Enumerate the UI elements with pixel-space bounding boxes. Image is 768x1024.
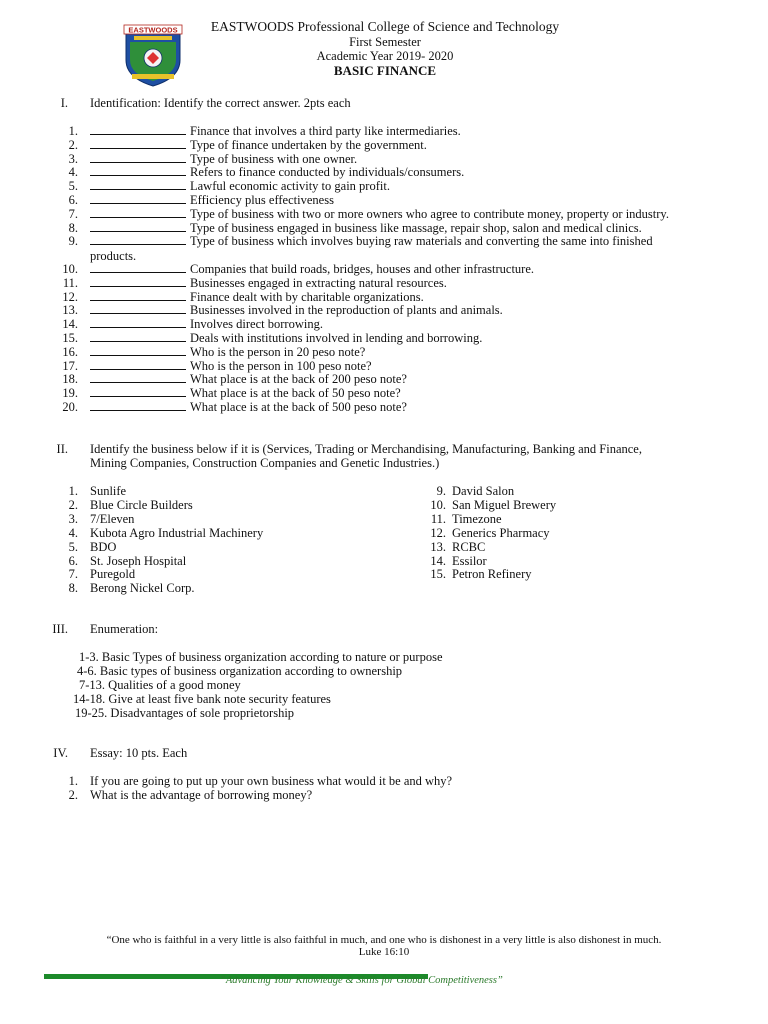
section-4-title: Essay: 10 pts. Each	[90, 746, 188, 760]
identification-item-text: Businesses involved in the reproduction of plants and animals.	[190, 303, 503, 318]
identification-item-text: Deals with institutions involved in lending and borrowing.	[190, 331, 483, 345]
enumeration-item: 14-18. Give at least five bank note security features	[73, 691, 331, 706]
identification-item-text: Refers to finance conducted by individuals/consumers.	[190, 165, 465, 180]
essay-item: If you are going to put up your own business what would it be and why?	[90, 774, 453, 788]
identification-item	[90, 165, 464, 179]
business-item: 7/Eleven	[90, 511, 135, 526]
identification-item-number: 15.	[62, 331, 78, 345]
enumeration-item: 19-25. Disadvantages of sole proprietorship	[75, 705, 295, 720]
identification-item-number: 14.	[62, 317, 78, 332]
business-item-number: 4.	[68, 525, 78, 540]
identification-item-number: 13.	[62, 303, 78, 318]
identification-item	[90, 386, 401, 400]
identification-item	[90, 331, 482, 345]
section-2-instruction-line-1: Identify the business below if it is (Services, Trading or Merchandising, Manufacturing, Banking and Finance,	[90, 442, 642, 456]
answer-blank	[90, 207, 186, 218]
business-item: Petron Refinery	[452, 567, 532, 582]
business-item-number: 10.	[430, 497, 446, 512]
footer-quote: “One who is faithful in a very little is also faithful in much, and one who is dishonest in a very little is also dishonest in much.	[106, 934, 662, 946]
identification-item	[90, 303, 503, 317]
identification-item-number: 5.	[68, 179, 78, 194]
identification-item-number: 8.	[68, 220, 78, 235]
enumeration-item: 4-6. Basic types of business organization according to ownership	[77, 663, 403, 678]
business-item: Puregold	[90, 567, 136, 582]
answer-blank	[90, 345, 186, 356]
identification-item-text: Lawful economic activity to gain profit.	[190, 179, 390, 194]
identification-item-text: Type of finance undertaken by the government.	[190, 137, 427, 152]
answer-blank	[90, 138, 186, 149]
identification-item-number: 11.	[62, 275, 78, 290]
business-item-number: 6.	[68, 553, 78, 568]
college-name: EASTWOODS Professional College of Science and Technology	[210, 19, 560, 34]
identification-item-number: 16.	[62, 344, 78, 359]
answer-blank	[90, 303, 186, 314]
logo-text: EASTWOODS	[128, 25, 178, 35]
answer-blank	[90, 372, 186, 383]
identification-item-text: Type of business engaged in business like massage, repair shop, salon and medical clinics.	[190, 220, 642, 235]
identification-item-number: 17.	[62, 358, 78, 373]
business-item: San Miguel Brewery	[452, 497, 557, 512]
enumeration-item: 7-13. Qualities of a good money	[79, 677, 241, 692]
section-1-instruction: Identification: Identify the correct answer. 2pts each	[90, 96, 351, 110]
identification-item-text: Type of business with two or more owners who agree to contribute money, property or industry.	[190, 206, 669, 221]
semester: First Semester	[349, 35, 421, 49]
answer-blank	[90, 317, 186, 328]
identification-item	[90, 290, 424, 304]
identification-item-number: 1.	[68, 124, 78, 138]
answer-blank	[90, 165, 186, 176]
answer-blank	[90, 221, 186, 232]
business-item: David Salon	[452, 484, 515, 498]
answer-blank	[90, 193, 186, 204]
identification-item-text: Who is the person in 20 peso note?	[190, 344, 366, 359]
identification-item	[90, 138, 427, 152]
business-item-number: 13.	[430, 539, 446, 554]
identification-item-number: 2.	[68, 137, 78, 152]
identification-item-text: Type of business which involves buying raw materials and converting the same into finished	[190, 234, 653, 249]
answer-blank	[90, 359, 186, 370]
section-4-numeral: IV.	[53, 746, 68, 760]
identification-item	[90, 372, 407, 386]
answer-blank	[90, 400, 186, 411]
identification-item-number: 10.	[62, 262, 78, 276]
answer-blank	[90, 331, 186, 342]
essay-item-number: 2.	[68, 788, 78, 802]
identification-item	[90, 221, 642, 235]
business-item-number: 9.	[436, 484, 446, 498]
identification-item	[90, 400, 407, 414]
academic-year: Academic Year 2019- 2020	[316, 49, 454, 63]
business-item-number: 7.	[68, 567, 78, 582]
identification-item-text: What place is at the back of 50 peso note?	[190, 386, 401, 401]
business-item-number: 3.	[68, 511, 78, 526]
identification-item-text: Involves direct borrowing.	[190, 317, 323, 332]
identification-item	[90, 179, 390, 193]
identification-item	[90, 262, 534, 276]
essay-item: What is the advantage of borrowing money?	[90, 788, 313, 802]
subject-title: BASIC FINANCE	[333, 63, 437, 78]
identification-item	[90, 234, 653, 248]
answer-blank	[90, 179, 186, 190]
identification-item	[90, 207, 669, 221]
college-logo	[122, 22, 184, 88]
business-item: BDO	[90, 539, 117, 554]
identification-item-number: 4.	[68, 165, 78, 180]
identification-item-text: Efficiency plus effectiveness	[190, 193, 334, 207]
footer-reference: Luke 16:10	[358, 946, 410, 958]
business-item-number: 12.	[430, 525, 446, 540]
identification-item-text: Companies that build roads, bridges, houses and other infrastructure.	[190, 262, 535, 276]
identification-item-number: 18.	[62, 372, 78, 387]
identification-item	[90, 124, 461, 138]
business-item-number: 15.	[430, 567, 446, 582]
identification-item	[90, 345, 365, 359]
identification-item-number: 9.	[68, 234, 78, 249]
business-item-number: 11.	[430, 511, 446, 526]
business-item-number: 5.	[68, 539, 78, 554]
identification-item-text: Finance dealt with by charitable organizations.	[190, 289, 424, 304]
identification-item-number: 12.	[62, 289, 78, 304]
business-item: Kubota Agro Industrial Machinery	[90, 525, 264, 540]
identification-item-text: What place is at the back of 500 peso note?	[190, 400, 407, 414]
answer-blank	[90, 124, 186, 135]
business-item: Essilor	[452, 553, 487, 568]
section-2-numeral: II.	[56, 442, 68, 456]
identification-item-number: 3.	[68, 151, 78, 166]
identification-item-text: Type of business with one owner.	[190, 151, 358, 166]
identification-item-text: What place is at the back of 200 peso note?	[190, 372, 407, 387]
business-item: Timezone	[452, 511, 502, 526]
business-item-number: 2.	[68, 497, 78, 512]
answer-blank	[90, 152, 186, 163]
identification-item-number: 20.	[62, 400, 78, 414]
identification-item-number: 7.	[68, 206, 78, 221]
answer-blank	[90, 276, 186, 287]
business-item: Generics Pharmacy	[452, 525, 550, 540]
answer-blank	[90, 290, 186, 301]
identification-item-text: Finance that involves a third party like intermediaries.	[190, 124, 461, 138]
answer-blank	[90, 234, 186, 245]
answer-blank	[90, 386, 186, 397]
business-item-number: 8.	[68, 581, 78, 596]
business-item-number: 1.	[68, 484, 78, 498]
identification-item	[90, 359, 372, 373]
identification-item	[90, 276, 447, 290]
identification-item	[90, 317, 323, 331]
enumeration-item: 1-3. Basic Types of business organization according to nature or purpose	[79, 650, 443, 664]
item-9-continuation: products.	[90, 249, 137, 263]
section-3-numeral: III.	[52, 622, 68, 636]
identification-item	[90, 152, 357, 166]
business-item: St. Joseph Hospital	[90, 553, 187, 568]
business-item: RCBC	[452, 539, 486, 554]
business-item: Sunlife	[90, 484, 127, 498]
identification-item-text: Businesses engaged in extracting natural resources.	[190, 275, 447, 290]
section-3-title: Enumeration:	[90, 622, 159, 636]
business-item: Blue Circle Builders	[90, 497, 193, 512]
business-item: Berong Nickel Corp.	[90, 581, 195, 596]
footer-tagline: “Advancing Your Knowledge & Skills for Global Competitiveness”	[220, 975, 503, 986]
identification-item	[90, 193, 334, 207]
business-item-number: 14.	[430, 553, 446, 568]
section-1-numeral: I.	[60, 96, 68, 110]
identification-item-text: Who is the person in 100 peso note?	[190, 358, 372, 373]
identification-item-number: 19.	[62, 386, 78, 401]
section-2-instruction-line-2: Mining Companies, Construction Companies and Genetic Industries.)	[90, 456, 440, 470]
answer-blank	[90, 262, 186, 273]
identification-item-number: 6.	[68, 193, 78, 207]
essay-item-number: 1.	[68, 774, 78, 788]
